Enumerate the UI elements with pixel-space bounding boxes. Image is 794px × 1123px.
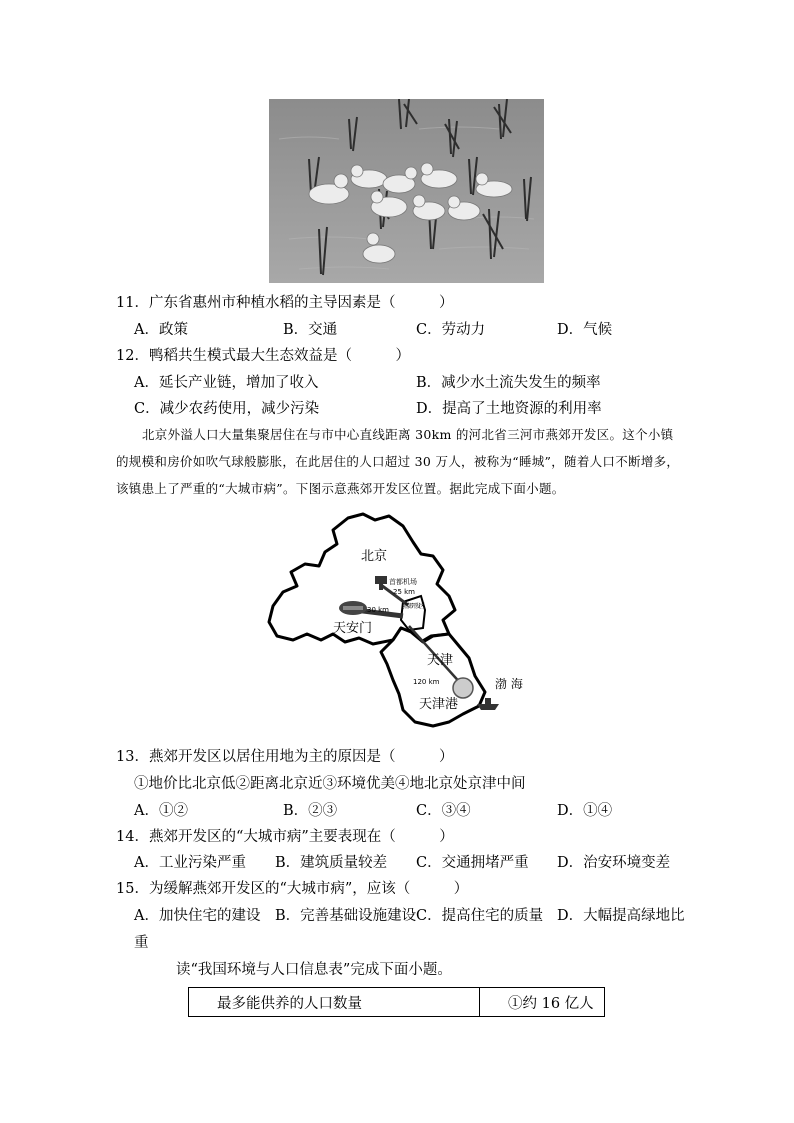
q13-option-c[interactable]: C．③④ [416, 803, 471, 819]
q11-option-c[interactable]: C．劳动力 [416, 322, 486, 338]
q15-stem: 15．为缓解燕郊开发区的“大城市病”，应该（ ） [116, 881, 469, 897]
q13-stem: 13．燕郊开发区以居住用地为主的原因是（ ） [116, 749, 454, 765]
q15-option-b[interactable]: B．完善基础设施建设 [275, 908, 417, 924]
q14-option-d[interactable]: D．治安环境变差 [557, 855, 671, 871]
rice-duck-illustration [269, 99, 544, 283]
q13-option-b[interactable]: B．②③ [283, 803, 338, 819]
table-row [189, 988, 605, 1017]
tianjin-port-marker [453, 678, 473, 698]
q15-option-a[interactable]: A．加快住宅的建设 [134, 908, 261, 924]
q12-option-b[interactable]: B．减少水土流失发生的频率 [416, 375, 601, 391]
q15-option-c[interactable]: C．提高住宅的质量 [416, 908, 544, 924]
q11-option-b[interactable]: B．交通 [283, 322, 338, 338]
q13-option-a[interactable]: A．①② [134, 803, 188, 819]
q12-option-a[interactable]: A．延长产业链，增加了收入 [134, 375, 319, 391]
q11-stem: 11．广东省惠州市种植水稻的主导因素是（ ） [116, 295, 454, 311]
yanjiao-location-map [263, 510, 538, 732]
q13-statements: ①地价比北京低②距离北京近③环境优美④地北京处京津中间 [134, 776, 526, 792]
label-dist-30: 30 km [367, 606, 390, 614]
q14-option-c[interactable]: C．交通拥堵严重 [416, 855, 529, 871]
label-tianjin-port: 天津港 [419, 697, 459, 712]
tiananmen-icon [339, 601, 367, 615]
label-tianjin: 天津 [427, 653, 454, 668]
table-intro: 读“我国环境与人口信息表”完成下面小题。 [176, 962, 452, 978]
label-beijing: 北京 [361, 549, 388, 564]
q14-stem: 14．燕郊开发区的“大城市病”主要表现在（ ） [116, 829, 454, 845]
passage-text: 北京外溢人口大量集聚居住在与市中心直线距离 30km 的河北省三河市燕郊开发区。这个小镇的规模和房价如吹气球般膨胀，在此居住的人口超过 30 万人，被称为“睡城”，随着人口不断增多，该镇患上了严重的“大城市病”。下图示意燕郊开发区位置。据此完成下面小题。 [116, 427, 680, 496]
map-svg [263, 510, 538, 732]
rice-duck-photo [269, 99, 544, 283]
q11-option-a[interactable]: A．政策 [134, 322, 188, 338]
label-dist-120: 120 km [413, 678, 440, 686]
q12-option-d[interactable]: D．提高了土地资源的利用率 [416, 401, 602, 417]
label-dist-25: 25 km [393, 588, 416, 596]
table-cell-value: ①约 16 亿人 [480, 988, 605, 1017]
label-tiananmen: 天安门 [333, 621, 373, 636]
q12-stem: 12．鸭稻共生模式最大生态效益是（ ） [116, 348, 410, 364]
q14-option-a[interactable]: A．工业污染严重 [134, 855, 246, 871]
q11-option-d[interactable]: D．气候 [557, 322, 613, 338]
label-bohai: 渤 海 [495, 677, 523, 691]
q13-option-d[interactable]: D．①④ [557, 803, 613, 819]
label-yanjiao: 燕郊开发区 [403, 603, 425, 610]
q14-option-b[interactable]: B．建筑质量较差 [275, 855, 388, 871]
q15-option-d-wrap: 重 [134, 935, 149, 951]
table-cell-label: 最多能供养的人口数量 [189, 988, 480, 1017]
q15-option-d[interactable]: D．大幅提高绿地比 [557, 908, 685, 924]
environment-population-table [188, 987, 605, 1017]
q12-option-c[interactable]: C．减少农药使用，减少污染 [134, 401, 320, 417]
label-airport: 首都机场 [389, 578, 417, 586]
